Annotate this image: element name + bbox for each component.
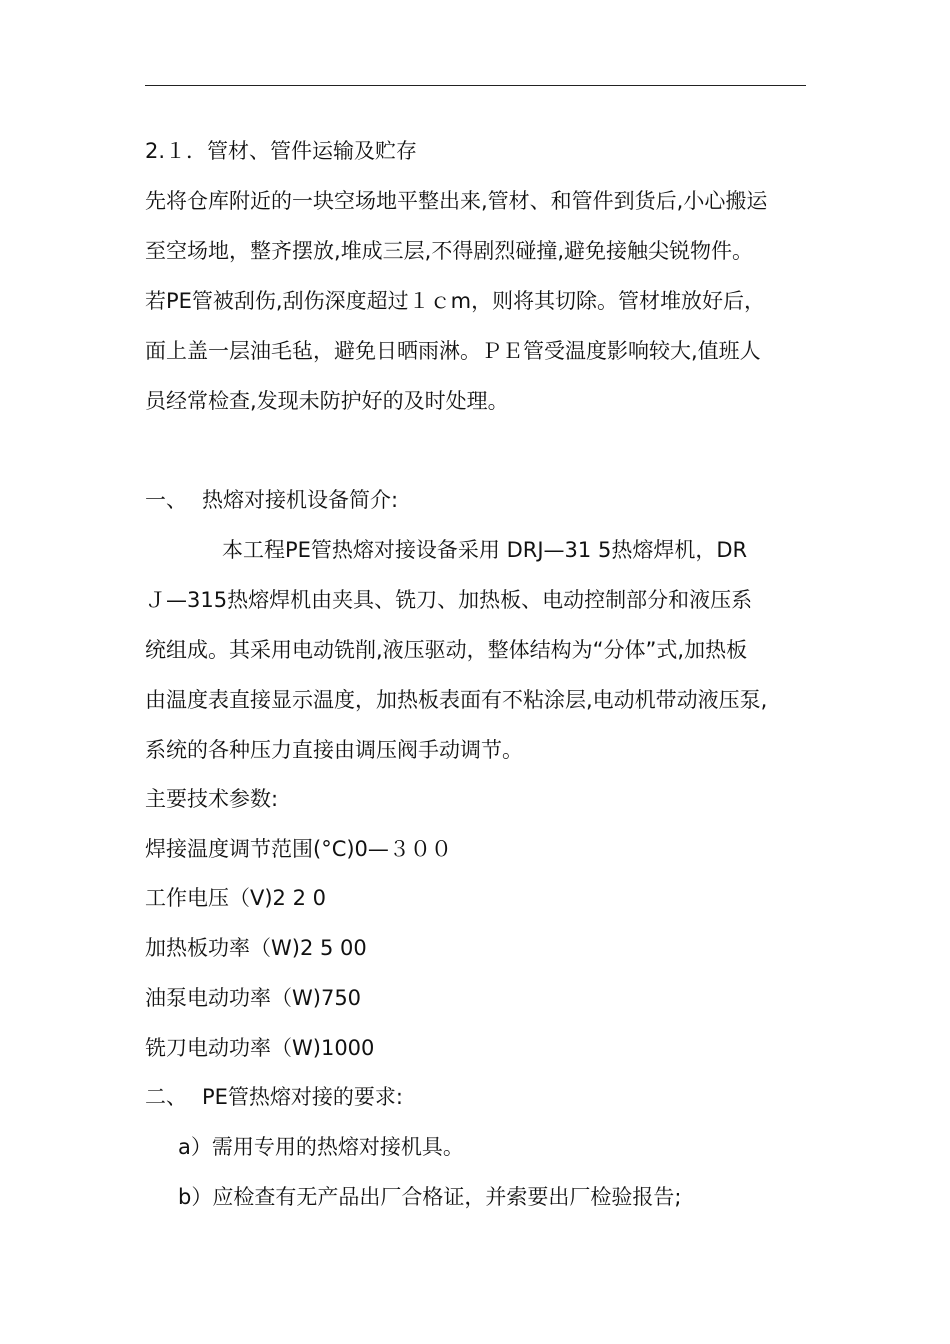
section-number-2: 二、 [145, 1085, 187, 1109]
section-title-2: PE管热熔对接的要求: [202, 1085, 404, 1109]
paragraph-line: 系统的各种压力直接由调压阀手动调节。 [145, 738, 523, 762]
section-number-1: 一、 [145, 488, 187, 512]
list-item: b）应检查有无产品出厂合格证，并索要出厂检验报告; [178, 1185, 682, 1209]
paragraph-line: 本工程PE管热熔对接设备采用 DRJ—31 5热熔焊机，DR [222, 538, 748, 562]
paragraph-line: 若PE管被刮伤,刮伤深度超过１ｃm，则将其切除。管材堆放好后， [145, 289, 766, 313]
param-line: 铣刀电动功率（W)1000 [145, 1036, 375, 1060]
param-line: 加热板功率（W)2 5 00 [145, 936, 367, 960]
paragraph-line: 员经常检查,发现未防护好的及时处理。 [145, 389, 509, 413]
paragraph-line: 统组成。其采用电动铣削,液压驱动，整体结构为“分体”式,加热板 [145, 638, 748, 662]
paragraph-line: 面上盖一层油毛毡，避免日晒雨淋。ＰＥ管受温度影响较大,值班人 [145, 339, 761, 363]
paragraph-line: Ｊ—315热熔焊机由夹具、铣刀、加热板、电动控制部分和液压系 [145, 588, 753, 612]
paragraph-line: 由温度表直接显示温度，加热板表面有不粘涂层,电动机带动液压泵, [145, 688, 768, 712]
param-line: 油泵电动功率（W)750 [145, 986, 362, 1010]
header-rule [145, 85, 806, 86]
param-line: 焊接温度调节范围(°C)0—３００ [145, 837, 452, 861]
paragraph-line: 先将仓库附近的一块空场地平整出来,管材、和管件到货后,小心搬运 [145, 189, 768, 213]
section-heading-2-1: 2.１．管材、管件运输及贮存 [145, 139, 418, 163]
param-line: 工作电压（V)2 2 0 [145, 886, 326, 910]
section-title-1: 热熔对接机设备简介: [202, 488, 399, 512]
list-item: a）需用专用的热熔对接机具。 [178, 1135, 464, 1159]
params-heading: 主要技术参数: [145, 787, 279, 811]
paragraph-line: 至空场地，整齐摆放,堆成三层,不得剧烈碰撞,避免接触尖锐物件。 [145, 239, 754, 263]
